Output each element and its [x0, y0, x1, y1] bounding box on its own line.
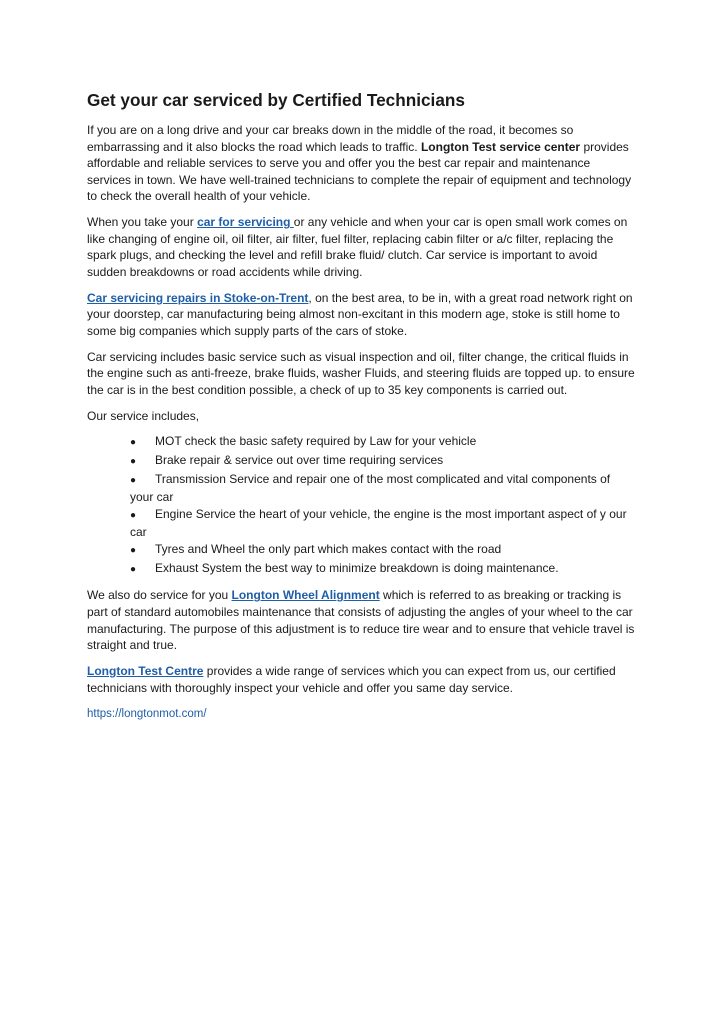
car-for-servicing-link[interactable]: car for servicing — [197, 215, 294, 230]
servicing-text: When you take your — [87, 215, 198, 230]
list-item-text: MOT check the basic safety required by Law for your vehicle — [155, 434, 477, 449]
servicing-text-rest: or any vehicle and when your car is open small work comes on like changing of engine oil, oil filter, air filter, fuel filter, replacing cabin filter or a/c filter, replacing the spark plugs, and checking the level and refill brake fluid/ clutch. Car service is important to avoid sudden breakdowns or road accidents while driving. — [87, 215, 628, 279]
servicing-paragraph — [87, 214, 635, 280]
stoke-on-trent-link[interactable]: Car servicing repairs in Stoke-on-Trent — [87, 290, 309, 305]
longton-service-center-bold: Longton Test service center — [420, 139, 581, 154]
longton-wheel-alignment-link[interactable]: Longton Wheel Alignment — [231, 588, 380, 603]
test-centre-paragraph — [87, 663, 635, 696]
stoke-paragraph — [87, 290, 635, 340]
document-body — [87, 88, 635, 732]
intro-text: If you are on a long drive and your car breaks down in the middle of the road, it becomes so embarrassing and it also blocks the road which leads to traffic. — [87, 123, 574, 154]
list-item-text: Exhaust System the best way to minimize breakdown is doing maintenance. — [155, 560, 559, 575]
bullet-icon: ● — [130, 456, 137, 468]
service-includes-paragraph: Our service includes, — [87, 408, 200, 423]
bullet-icon: ● — [130, 437, 137, 449]
list-item — [130, 506, 635, 541]
url-paragraph — [87, 705, 635, 723]
page-title: Get your car serviced by Certified Technicians — [87, 90, 465, 110]
list-item — [130, 541, 635, 560]
intro-paragraph — [87, 122, 635, 205]
services-list — [87, 433, 635, 578]
bullet-icon: ● — [130, 545, 137, 556]
list-item-text: Engine Service the heart of your vehicle, the engine is the most important aspect of y our car — [130, 506, 627, 540]
list-item — [130, 452, 635, 471]
list-item — [130, 560, 635, 579]
list-item-text: Transmission Service and repair one of the most complicated and vital components of your car — [130, 471, 611, 505]
wheel-alignment-paragraph — [87, 587, 635, 653]
intro-text-rest: provides affordable and reliable services to serve you and offer you the best car repair and maintenance services in town. We have well-trained technicians to complete the repair of equipment and technology to check the overall health of your vehicle. — [87, 139, 632, 204]
wheel-alignment-text: We also do service for you — [87, 588, 232, 603]
wheel-alignment-text-rest: which is referred to as breaking or tracking is part of standard automobiles maintenance that consists of adjusting the angles of your wheel to the car manufacturing. The purpose of this adjustment is to reduce tire wear and to ensure that vehicle travel is straight and true. — [87, 588, 635, 653]
list-item — [130, 433, 635, 452]
basic-service-paragraph: Car servicing includes basic service such as visual inspection and oil, filter change, the critical fluids in the engine such as anti-freeze, brake fluids, washer Fluids, and steering fluids are topped up. to ensure the car is in the best condition possible, a check of up to 35 key components is carried out. — [87, 349, 635, 397]
list-item-text: Brake repair & service out over time requiring services — [155, 453, 444, 468]
test-centre-text: provides a wide range of services which you can expect from us, our certified technicians with thoroughly inspect your vehicle and offer you same day service. — [87, 663, 616, 695]
bullet-icon: ● — [130, 563, 137, 575]
stoke-text: , on the best area, to be in, with a great road network right on your doorstep, car manufacturing being almost non-excitant in this modern age, stoke is still home to some big companies which supply parts of the cars of stoke. — [87, 290, 633, 338]
bullet-icon: ● — [130, 509, 137, 521]
list-item-text: Tyres and Wheel the only part which makes contact with the road — [155, 542, 502, 556]
list-item — [130, 471, 635, 506]
website-url-link[interactable]: https://longtonmot.com/ — [87, 708, 207, 721]
longton-test-centre-link[interactable]: Longton Test Centre — [87, 663, 204, 678]
bullet-icon: ● — [130, 474, 137, 486]
